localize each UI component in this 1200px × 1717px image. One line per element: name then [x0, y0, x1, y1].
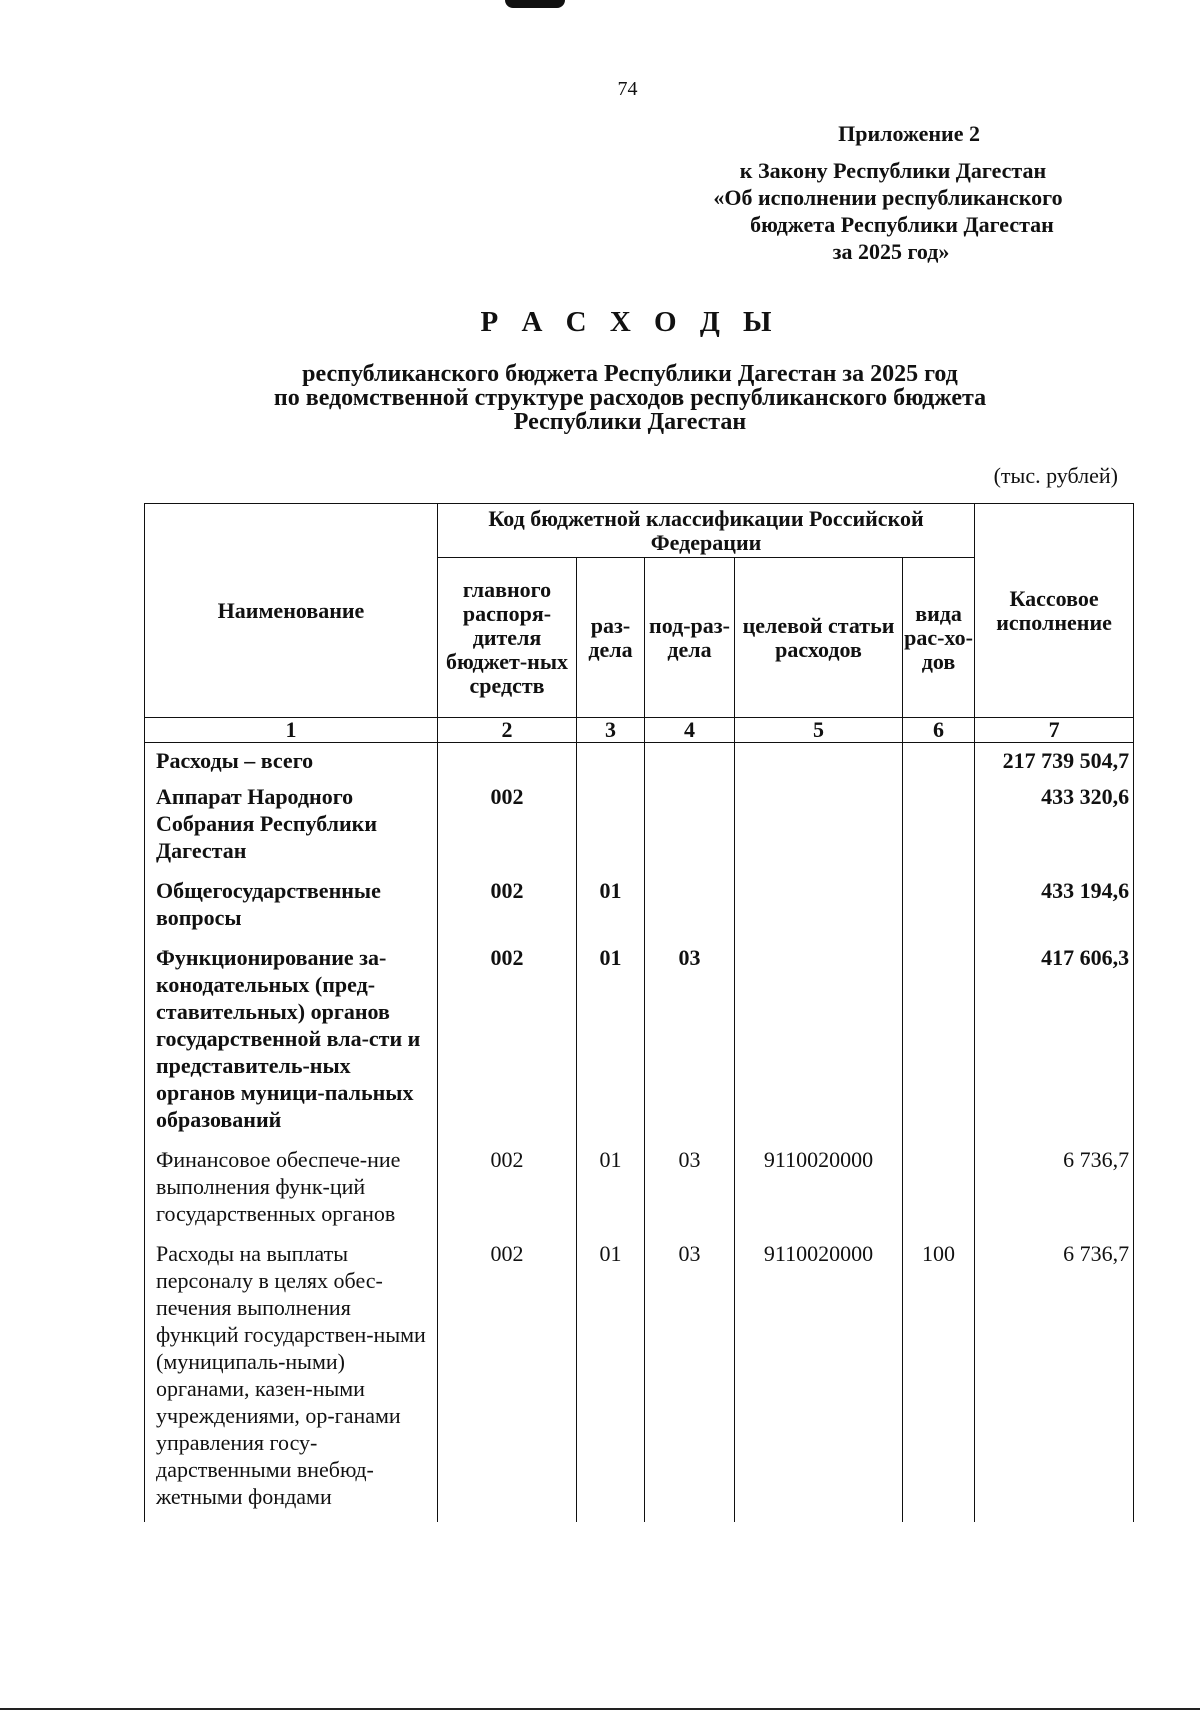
- row-subsection: [645, 782, 735, 876]
- page-number: 74: [617, 78, 638, 100]
- header-execution: Кассовое исполнение: [975, 504, 1134, 718]
- header-target-item: целевой статьи расходов: [735, 558, 903, 718]
- row-name: Аппарат Народного Собрания Республики Дагестан: [145, 782, 438, 876]
- subtitle-line-3: Республики Дагестан: [513, 409, 747, 435]
- header-subsection: под-раз-дела: [645, 558, 735, 718]
- scan-artifact: [505, 0, 565, 8]
- header-code-group: Код бюджетной классификации Российской Федерации: [438, 504, 975, 558]
- column-number: 5: [735, 718, 903, 743]
- row-target-item: [735, 943, 903, 1145]
- row-expense-type: [903, 943, 975, 1145]
- row-name: Расходы на выплаты персоналу в целях обес-печения выполнения функций государствен-ными (муниципаль-ными) органами, казен-ными учреждениями, ор-ганами управления госу-дарственными внебюд-жетными фондами: [145, 1239, 438, 1522]
- appendix-title: Приложение 2: [838, 121, 980, 146]
- row-amount: 6 736,7: [975, 1239, 1134, 1522]
- row-subsection: 03: [645, 943, 735, 1145]
- row-target-item: [735, 743, 903, 783]
- row-grbs: 002: [438, 782, 577, 876]
- row-expense-type: [903, 743, 975, 783]
- row-section: [577, 782, 645, 876]
- row-grbs: [438, 743, 577, 783]
- column-number: 3: [577, 718, 645, 743]
- header-expense-type: вида рас-хо-дов: [903, 558, 975, 718]
- row-amount: 6 736,7: [975, 1145, 1134, 1239]
- row-expense-type: [903, 876, 975, 943]
- row-name: Расходы – всего: [145, 743, 438, 783]
- row-expense-type: [903, 1145, 975, 1239]
- row-target-item: 9110020000: [735, 1145, 903, 1239]
- header-name: Наименование: [145, 504, 438, 718]
- row-section: 01: [577, 1145, 645, 1239]
- row-section: 01: [577, 876, 645, 943]
- row-subsection: [645, 876, 735, 943]
- row-section: 01: [577, 1239, 645, 1522]
- row-subsection: [645, 743, 735, 783]
- column-number: 4: [645, 718, 735, 743]
- row-amount: 217 739 504,7: [975, 743, 1134, 783]
- units-label: (тыс. рублей): [993, 463, 1118, 488]
- row-target-item: 9110020000: [735, 1239, 903, 1522]
- subtitle-line-1: республиканского бюджета Республики Дагестан за 2025 год: [302, 361, 958, 387]
- column-number: 7: [975, 718, 1134, 743]
- row-subsection: 03: [645, 1239, 735, 1522]
- column-number: 6: [903, 718, 975, 743]
- table-row: [145, 876, 1134, 943]
- appendix-line-1: к Закону Республики Дагестан: [739, 158, 1047, 183]
- table-row: [145, 743, 1134, 783]
- page-bottom-border: [0, 1708, 1200, 1710]
- row-grbs: 002: [438, 1145, 577, 1239]
- row-target-item: [735, 782, 903, 876]
- document-title: Р А С Х О Д Ы: [480, 306, 780, 338]
- row-subsection: 03: [645, 1145, 735, 1239]
- row-grbs: 002: [438, 1239, 577, 1522]
- header-chief-manager: главного распоря-дителя бюджет-ных средств: [438, 558, 577, 718]
- row-expense-type: [903, 782, 975, 876]
- row-section: 01: [577, 943, 645, 1145]
- subtitle-line-2: по ведомственной структуре расходов республиканского бюджета: [273, 385, 987, 411]
- row-expense-type: 100: [903, 1239, 975, 1522]
- table-row: [145, 943, 1134, 1145]
- table-row: [145, 1239, 1134, 1522]
- row-name: Общегосударственные вопросы: [145, 876, 438, 943]
- row-amount: 417 606,3: [975, 943, 1134, 1145]
- table-row: [145, 782, 1134, 876]
- appendix-line-3: бюджета Республики Дагестан: [750, 212, 1054, 237]
- row-grbs: 002: [438, 943, 577, 1145]
- row-amount: 433 194,6: [975, 876, 1134, 943]
- row-name: Финансовое обеспече-ние выполнения функ-ций государственных органов: [145, 1145, 438, 1239]
- row-grbs: 002: [438, 876, 577, 943]
- row-name: Функционирование за-конодательных (пред-ставительных) органов государственной вла-сти и представитель-ных органов муници-пальных образований: [145, 943, 438, 1145]
- row-amount: 433 320,6: [975, 782, 1134, 876]
- appendix-line-4: за 2025 год»: [832, 239, 950, 264]
- appendix-line-2: «Об исполнении республиканского: [713, 185, 1063, 210]
- row-target-item: [735, 876, 903, 943]
- table-row: [145, 1145, 1134, 1239]
- row-section: [577, 743, 645, 783]
- column-number: 1: [145, 718, 438, 743]
- column-number: 2: [438, 718, 577, 743]
- header-section: раз-дела: [577, 558, 645, 718]
- expenses-table: [144, 503, 1134, 1522]
